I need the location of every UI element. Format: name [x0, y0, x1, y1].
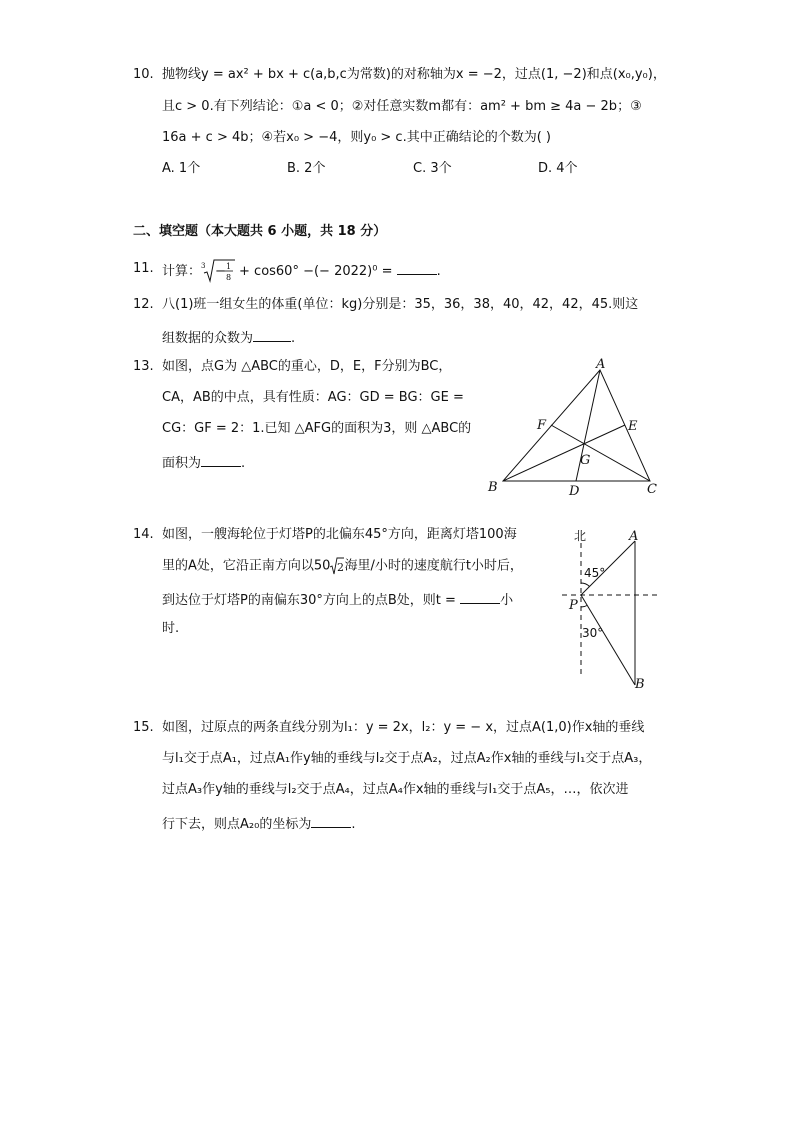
q11-expression: [162, 260, 441, 281]
cube-root: [201, 263, 235, 281]
q12-end: .: [291, 331, 296, 346]
q12-text-line1: 八(1)班一组女生的体重(单位：kg)分别是：35，36，38，40，42，42，45.则这: [162, 297, 639, 312]
frac-numerator: 1: [226, 261, 232, 271]
q15-text-line3: 过点A₃作y轴的垂线与l₂交于点A₄，过点A₄作x轴的垂线与l₁交于点A₅，…，依次进: [162, 782, 629, 797]
q10-option-c[interactable]: C. 3个: [413, 161, 452, 176]
q11-rest: + cos60° −(− 2022)⁰ =: [239, 264, 393, 279]
q15-end: .: [351, 817, 356, 832]
q13-text-line2: CA，AB的中点，具有性质：AG：GD = BG：GE =: [162, 390, 464, 405]
q15-text-line1: 如图，过原点的两条直线分别为l₁：y = 2x，l₂：y = − x，过点A(1,0)作x轴的垂线: [162, 720, 645, 735]
q11-end: .: [436, 264, 441, 279]
sqrt-two: [330, 557, 344, 575]
q15-text-line2: 与l₁交于点A₁，过点A₁作y轴的垂线与l₂交于点A₂，过点A₂作x轴的垂线与l₁交于点A₃，: [162, 751, 652, 766]
q15-line4: [162, 813, 355, 834]
q14-text-line3: 到达位于灯塔P的南偏东30°方向上的点B处，则t =: [162, 593, 456, 608]
q13-line4: [162, 452, 245, 473]
q14-line3: [162, 589, 513, 610]
label-g: G: [580, 453, 591, 468]
q14-number: 14.: [133, 527, 154, 542]
q14-text-line4: 时.: [162, 621, 180, 636]
q12-answer-blank[interactable]: [253, 327, 291, 342]
q12-line2: [162, 327, 295, 348]
q15-number: 15.: [133, 720, 154, 735]
root-radicand: −: [215, 263, 226, 279]
label-a: A: [629, 529, 639, 544]
sqrt-radicand: 2: [337, 561, 345, 574]
q12-text-line2: 组数据的众数为: [162, 331, 254, 346]
q14-text-line3-end: 小: [500, 593, 514, 608]
q10-text-line1: 抛物线y = ax² + bx + c(a,b,c为常数)的对称轴为x = −2，过点(1, −2)和点(x₀,y₀)，: [162, 67, 666, 82]
label-f: F: [537, 418, 547, 433]
lighthouse-figure: [560, 525, 665, 690]
angle-30-label: 30°: [582, 626, 604, 640]
q10-option-d[interactable]: D. 4个: [538, 161, 578, 176]
q11-number: 11.: [133, 261, 154, 276]
label-c: C: [647, 482, 657, 497]
label-b: B: [488, 480, 498, 495]
q14-text-line2b: 海里/小时的速度航行t小时后，: [344, 558, 523, 574]
label-b: B: [635, 677, 645, 690]
q15-answer-blank[interactable]: [311, 813, 351, 828]
q13-number: 13.: [133, 359, 154, 374]
label-a: A: [596, 357, 606, 372]
q13-text-line4: 面积为: [162, 456, 202, 471]
q13-answer-blank[interactable]: [201, 452, 241, 467]
section-heading: 二、填空题（本大题共 6 小题，共 18 分）: [133, 224, 387, 239]
q15-text-line4: 行下去，则点A₂₀的坐标为: [162, 817, 312, 832]
q10-text-line3: 16a + c > 4b；④若x₀ > −4，则y₀ > c.其中正确结论的个数为( ): [162, 130, 551, 145]
q10-option-b[interactable]: B. 2个: [287, 161, 326, 176]
q14-text-line2a: 里的A处，它沿正南方向以50: [162, 558, 331, 574]
angle-45-label: 45°: [584, 566, 606, 580]
q14-line2: [162, 557, 523, 576]
q13-text-line3: CG：GF = 2：1.已知 △AFG的面积为3，则 △ABC的: [162, 421, 472, 436]
q13-end: .: [241, 456, 246, 471]
q12-number: 12.: [133, 297, 154, 312]
label-p: P: [569, 598, 578, 613]
q10-text-line2: 且c > 0.有下列结论：①a < 0；②对任意实数m都有：am² + bm ≥ 4a − 2b；③: [162, 99, 642, 114]
frac-denominator: 8: [226, 272, 232, 282]
north-label: 北: [574, 529, 587, 543]
q14-text-line1: 如图，一艘海轮位于灯塔P的北偏东45°方向，距离灯塔100海: [162, 527, 517, 542]
q10-option-a[interactable]: A. 1个: [162, 161, 201, 176]
triangle-figure: [480, 355, 670, 500]
q10-number: 10.: [133, 67, 154, 82]
q11-answer-blank[interactable]: [397, 260, 437, 275]
root-index: 3: [201, 261, 206, 270]
label-d: D: [569, 484, 580, 499]
q14-answer-blank[interactable]: [460, 589, 500, 604]
q13-text-line1: 如图，点G为 △ABC的重心，D，E，F分别为BC，: [162, 359, 452, 374]
q11-prefix: 计算：: [162, 264, 202, 279]
label-e: E: [628, 419, 638, 434]
